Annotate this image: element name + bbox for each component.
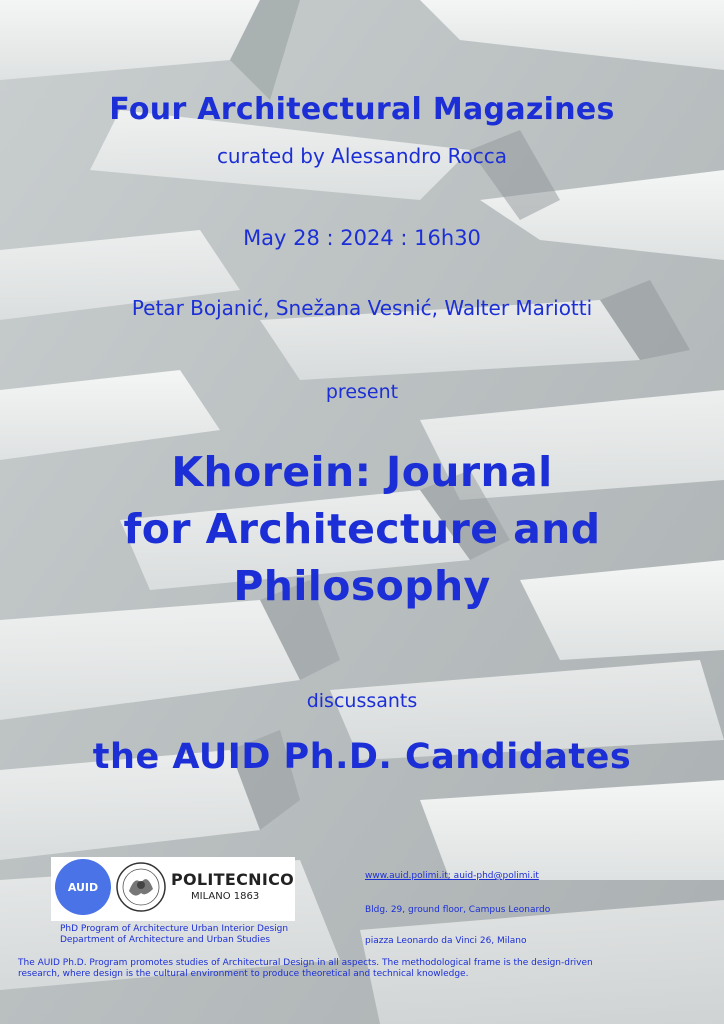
footer-line-1: The AUID Ph.D. Program promotes studies of Architectural Design in all aspects. The methodological frame is the design-driven	[18, 958, 593, 968]
journal-title	[0, 444, 724, 615]
event-date: May 28 : 2024 : 16h30	[243, 226, 481, 250]
institution-logo-box	[51, 857, 295, 921]
politecnico-seal-icon	[115, 861, 167, 913]
journal-title-line-2: for Architecture and	[123, 505, 601, 553]
program-info	[60, 924, 288, 946]
institution-name: POLITECNICO	[171, 870, 295, 889]
program-name: PhD Program of Architecture Urban Interior Design	[60, 924, 289, 934]
presenters: Petar Bojanić, Snežana Vesnić, Walter Mariotti	[131, 296, 593, 320]
event-title: Four Architectural Magazines	[109, 92, 615, 127]
building-location: Bldg. 29, ground floor, Campus Leonardo	[365, 905, 551, 915]
department-name: Department of Architecture and Urban Studies	[60, 935, 271, 945]
footer-description	[18, 958, 593, 980]
auid-logo: AUID	[55, 859, 111, 915]
street-address: piazza Leonardo da Vinci 26, Milano	[365, 936, 527, 946]
footer-line-2: research, where design is the cultural environment to produce theoretical and technical knowledge.	[18, 969, 469, 979]
journal-title-line-1: Khorein: Journal	[171, 448, 553, 496]
curator-line: curated by Alessandro Rocca	[216, 144, 508, 168]
journal-title-line-3: Philosophy	[233, 562, 491, 610]
discussants-names: the AUID Ph.D. Candidates	[92, 737, 632, 777]
discussants-label: discussants	[306, 690, 418, 712]
institution-city: MILANO 1863	[191, 891, 260, 902]
present-label: present	[325, 381, 399, 403]
contact-links[interactable]: www.auid.polimi.it; auid-phd@polimi.it	[365, 871, 539, 881]
